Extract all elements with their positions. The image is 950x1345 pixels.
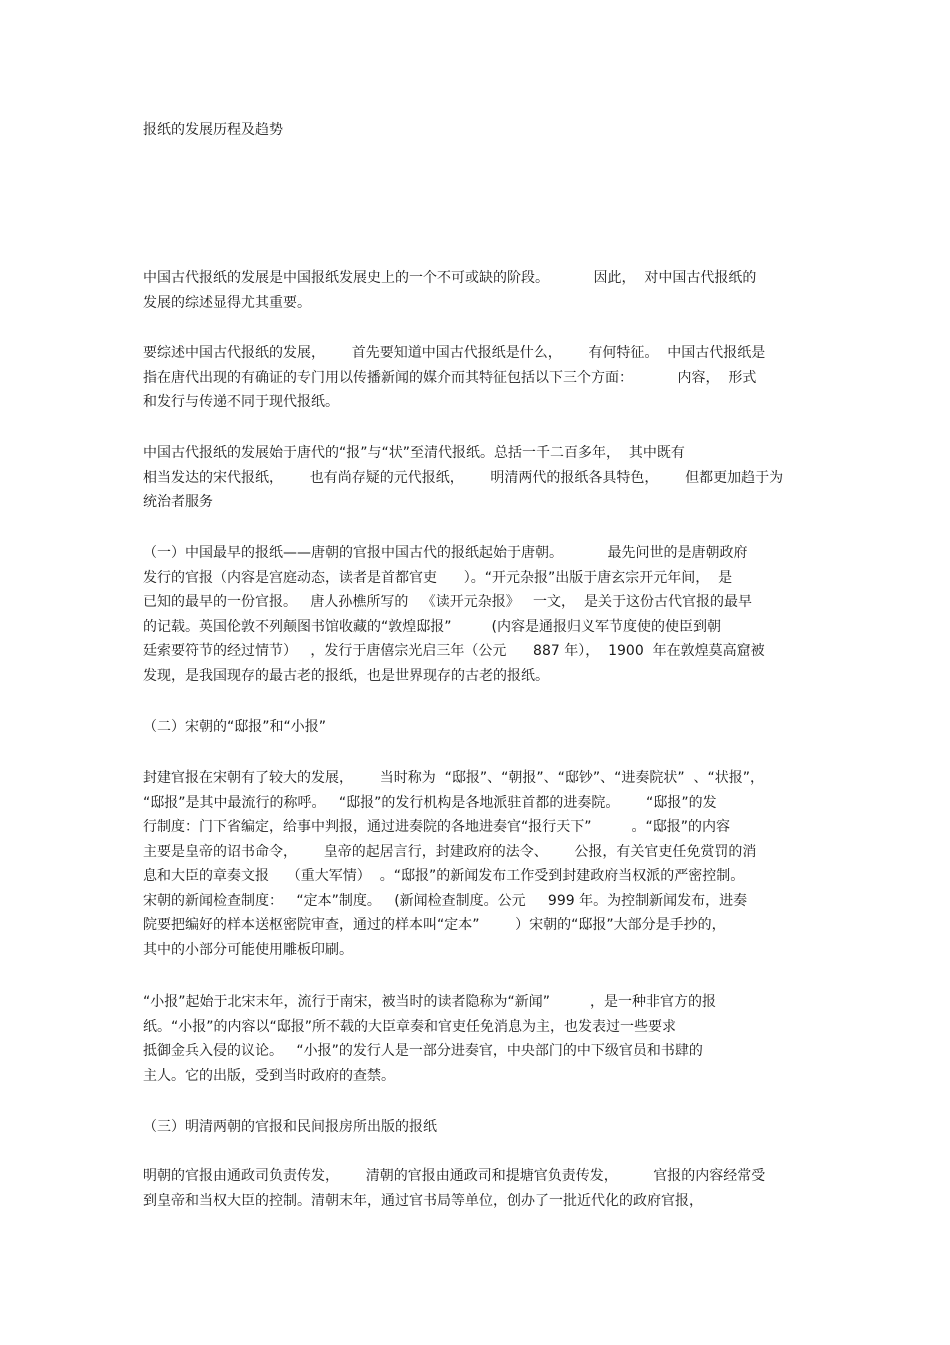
section-heading: （三）明清两朝的官报和民间报房所出版的报纸 bbox=[143, 1119, 437, 1135]
section-heading-ming-qing bbox=[143, 1115, 823, 1140]
text-line: 统治者服务 bbox=[143, 494, 213, 510]
text-line: 抵御金兵入侵的议论。 “小报”的发行人是一部分进奏官，中央部门的中下级官员和书肆的 bbox=[143, 1043, 703, 1059]
text-line: 纸。“小报”的内容以“邸报”所不载的大臣章奏和官吏任免消息为主，也发表过一些要求 bbox=[143, 1018, 677, 1035]
text-line: 宋朝的新闻检查制度： “定本”制度。 (新闻检查制度。公元 999 年。为控制新闻发布，进奏 bbox=[143, 892, 748, 909]
text-line: 到皇帝和当权大臣的控制。清朝末年，通过官书局等单位，创办了一批近代化的政府官报， bbox=[143, 1192, 703, 1209]
text-line: 其中的小部分可能使用雕板印刷。 bbox=[143, 941, 353, 958]
paragraph-features bbox=[143, 341, 823, 415]
paragraph-ming-qing bbox=[143, 1164, 823, 1213]
section-heading: （二）宋朝的“邸报”和“小报” bbox=[143, 719, 327, 735]
text-line: 发现，是我国现存的最古老的报纸，也是世界现存的古老的报纸。 bbox=[143, 667, 549, 684]
paragraph-song-xiaobao bbox=[143, 990, 823, 1088]
text-line: 主人。它的出版，受到当时政府的查禁。 bbox=[143, 1067, 395, 1084]
section-heading-song bbox=[143, 715, 823, 740]
text-line: 息和大臣的章奏文报 （重大军情） 。“邸报”的新闻发布工作受到封建政府当权派的严密控制。 bbox=[143, 868, 745, 884]
text-line: 和发行与传递不同于现代报纸。 bbox=[143, 394, 339, 410]
text-line: 已知的最早的一份官报。 唐人孙樵所写的 《读开元杂报》 一文， 是关于这份古代官报的最早 bbox=[143, 594, 752, 610]
text-line: “邸报”是其中最流行的称呼。 “邸报”的发行机构是各地派驻首都的进奏院。 “邸报”的发 bbox=[143, 794, 717, 811]
text-line: 发行的官报（内容是宫庭动态，读者是首都官吏 ）。“开元杂报”出版于唐玄宗开元年间， 是 bbox=[143, 569, 733, 586]
paragraph-overview bbox=[143, 441, 823, 515]
text-line: 行制度：门下省编定，给事中判报，通过进奏院的各地进奏官“报行天下” 。“邸报”的内容 bbox=[143, 819, 731, 835]
text-line: 主要是皇帝的诏书命令， 皇帝的起居言行，封建政府的法令、 公报，有关官吏任免赏罚的消 bbox=[143, 843, 757, 860]
text-line: 院要把编好的样本送枢密院审查，通过的样本叫“定本” ）宋朝的“邸报”大部分是手抄的， bbox=[143, 917, 726, 933]
text-line: 明朝的官报由通政司负责传发， 清朝的官报由通政司和提塘官负责传发， 官报的内容经常受 bbox=[143, 1168, 766, 1184]
text-line: 指在唐代出现的有确证的专门用以传播新闻的媒介而其特征包括以下三个方面： 内容， 形式 bbox=[143, 369, 757, 386]
paragraph-song-dibao bbox=[143, 766, 823, 962]
text-line: 中国古代报纸的发展始于唐代的“报”与“状”至清代报纸。总括一千二百多年， 其中既有 bbox=[143, 445, 685, 461]
document-title: 报纸的发展历程及趋势 bbox=[143, 122, 283, 138]
text-line: 要综述中国古代报纸的发展， 首先要知道中国古代报纸是什么， 有何特征。 中国古代报纸是 bbox=[143, 345, 766, 361]
text-line: 发展的综述显得尤其重要。 bbox=[143, 294, 311, 311]
paragraph-tang-dynasty bbox=[143, 541, 823, 688]
text-line: 相当发达的宋代报纸， 也有尚存疑的元代报纸， 明清两代的报纸各具特色， 但都更加趋于为 bbox=[143, 469, 784, 486]
text-line: 廷索要符节的经过情节） ，发行于唐僖宗光启三年（公元 887 年）， 1900 年在敦煌莫高窟被 bbox=[143, 643, 765, 659]
paragraph-intro bbox=[143, 266, 823, 315]
text-line: “小报”起始于北宋末年，流行于南宋，被当时的读者隐称为“新闻” ，是一种非官方的报 bbox=[143, 994, 717, 1010]
text-line: 封建官报在宋朝有了较大的发展， 当时称为 “邸报”、“朝报”、“邸钞”、“进奏院状” 、“状报”， bbox=[143, 770, 765, 786]
text-line: 中国古代报纸的发展是中国报纸发展史上的一个不可或缺的阶段。 因此， 对中国古代报纸的 bbox=[143, 270, 757, 286]
text-line: （一）中国最早的报纸——唐朝的官报中国古代的报纸起始于唐朝。 最先问世的是唐朝政府 bbox=[143, 545, 748, 561]
text-line: 的记载。英国伦敦不列颠图书馆收藏的“敦煌邸报” (内容是通报归义军节度使的使臣到朝 bbox=[143, 618, 722, 635]
